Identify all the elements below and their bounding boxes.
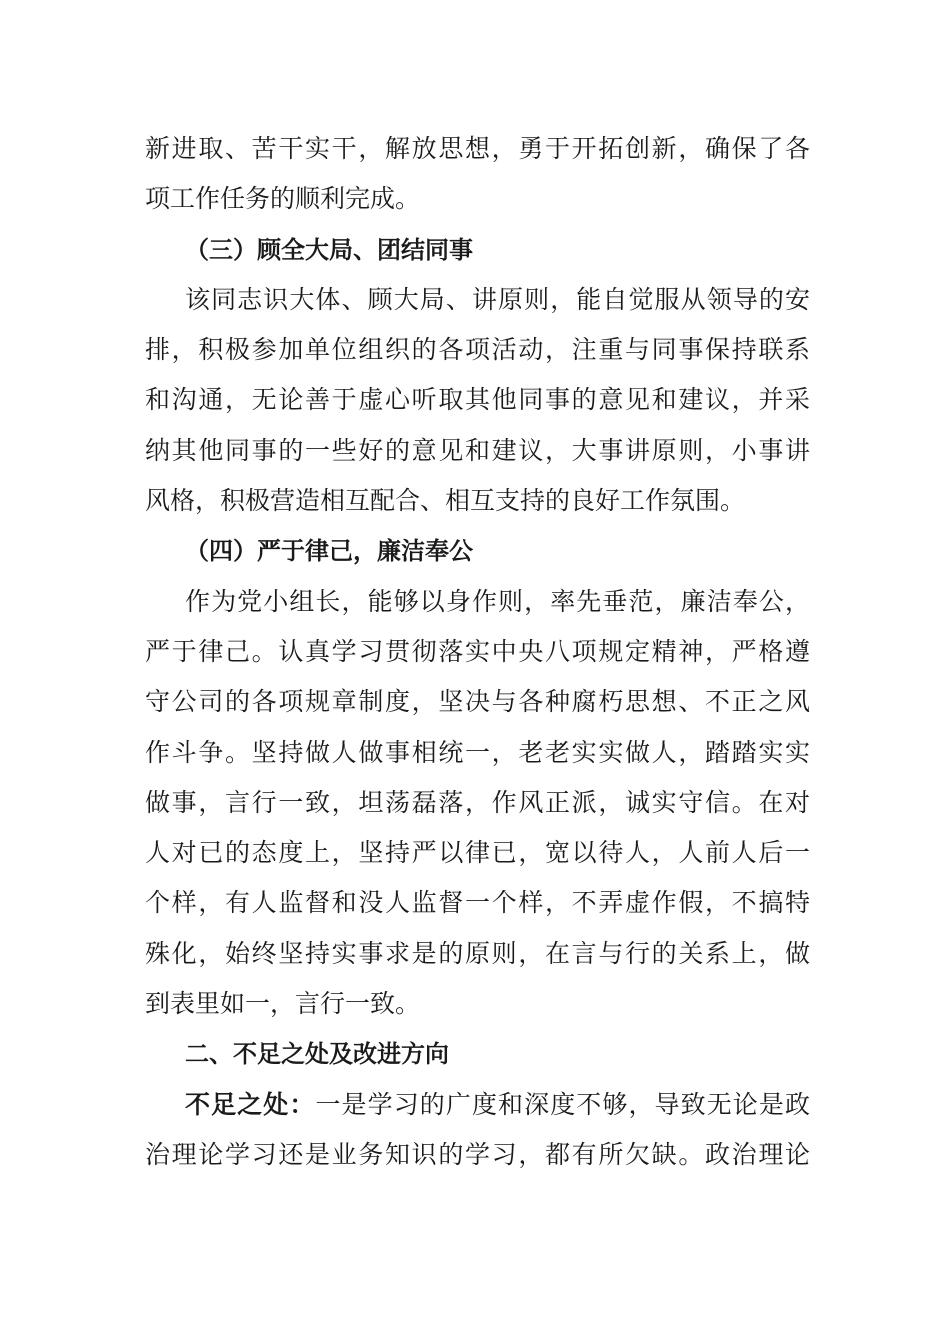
lead-label: 不足之处： — [185, 1089, 316, 1119]
text-line: 风格，积极营造相互配合、相互支持的良好工作氛围。 — [145, 486, 746, 516]
text-line: 做事，言行一致，坦荡磊落，作风正派，诚实守信。在对 — [145, 787, 810, 817]
document-body — [145, 124, 810, 1180]
lead-text: 一是学习的广度和深度不够，导致无论是政 — [315, 1089, 810, 1119]
text-line: 项工作任务的顺利完成。 — [145, 184, 421, 214]
text-line: 人对已的态度上，坚持严以律已，宽以待人，人前人后一 — [145, 838, 810, 868]
text-line: 治理论学习还是业务知识的学习，都有所欠缺。政治理论 — [145, 1139, 810, 1169]
text-line: 新进取、苦干实干，解放思想，勇于开拓创新，确保了各 — [145, 134, 810, 163]
section-heading: （三）顾全大局、团结同事 — [185, 235, 473, 264]
text-line: 作斗争。坚持做人做事相统一，老老实实做人，踏踏实实 — [145, 737, 810, 767]
text-line: 到表里如一，言行一致。 — [145, 989, 421, 1019]
text-line: 严于律己。认真学习贯彻落实中央八项规定精神，严格遵 — [145, 636, 810, 666]
text-line: 排，积极参加单位组织的各项活动，注重与同事保持联系 — [145, 335, 810, 365]
text-line: 守公司的各项规章制度，坚决与各种腐朽思想、不正之风 — [145, 687, 810, 717]
text-line: 殊化，始终坚持实事求是的原则，在言与行的关系上，做 — [145, 938, 810, 968]
text-line: 和沟通，无论善于虚心听取其他同事的意见和建议，并采 — [145, 385, 810, 415]
text-line: 该同志识大体、顾大局、讲原则，能自觉服从领导的安 — [185, 284, 810, 314]
section-heading: 二、不足之处及改进方向 — [185, 1040, 449, 1069]
text-line: 纳其他同事的一些好的意见和建议，大事讲原则，小事讲 — [145, 435, 810, 465]
text-line: 个样，有人监督和没人监督一个样，不弄虚作假，不搞特 — [145, 888, 810, 918]
section-heading: （四）严于律己，廉洁奉公 — [185, 537, 473, 566]
text-line — [145, 1080, 810, 1130]
text-line: 作为党小组长，能够以身作则，率先垂范，廉洁奉公， — [185, 586, 810, 616]
